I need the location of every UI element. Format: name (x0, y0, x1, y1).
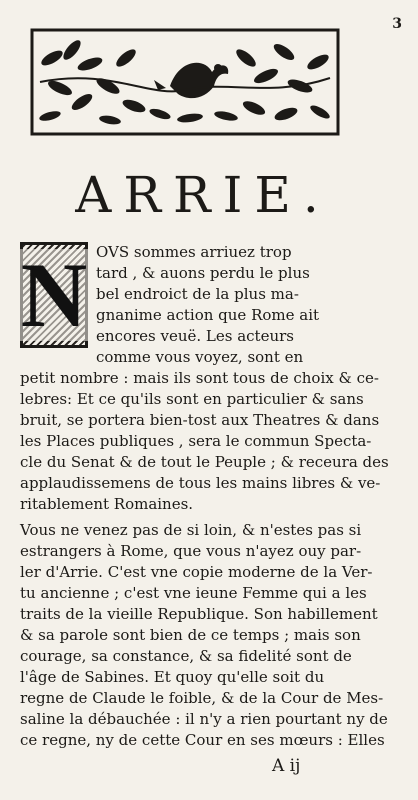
signature-mark: A ij (272, 756, 301, 776)
text-line: courage, sa constance, & sa fidelité sont de (20, 647, 352, 665)
text-line: cle du Senat & de tout le Peuple ; & receura des (20, 453, 389, 471)
text-line: regne de Claude le foible, & de la Cour de Mes- (20, 689, 384, 707)
text-line: estrangers à Rome, que vous n'ayez ouy par- (20, 542, 362, 560)
text-line: applaudissemens de tous les mains libres & ve- (20, 474, 381, 492)
text-line: tard , & auons perdu le plus (96, 264, 310, 282)
text-line: l'âge de Sabines. Et quoy qu'elle soit du (20, 668, 325, 686)
text-line: traits de la vieille Republique. Son habillement (20, 605, 378, 623)
text-line: bel endroict de la plus ma- (96, 285, 299, 303)
text-line: OVS sommes arriuez trop (96, 243, 292, 261)
text-line: les Places publiques , sera le commun Specta- (20, 432, 372, 450)
text-line: & sa parole sont bien de ce temps ; mais son (20, 626, 361, 644)
text-line: ce regne, ny de cette Cour en ses mœurs : Elles (20, 731, 385, 749)
text-line: ler d'Arrie. C'est vne copie moderne de la Ver- (20, 563, 373, 581)
text-line: petit nombre : mais ils sont tous de choix & ce- (20, 369, 379, 387)
drop-cap (20, 242, 88, 348)
drop-cap-letter: N (20, 244, 88, 346)
page-number: 3 (392, 16, 402, 32)
chapter-title: ARRIE. (75, 166, 331, 224)
text-line: lebres: Et ce qu'ils sont en particulier & sans (20, 390, 364, 408)
text-line: tu ancienne ; c'est vne ieune Femme qui a les (20, 584, 367, 602)
text-line: ritablement Romaines. (20, 495, 194, 513)
text-line: encores veuë. Les acteurs (96, 327, 294, 345)
text-line: bruit, se portera bien-tost aux Theatres & dans (20, 411, 380, 429)
text-line: comme vous voyez, sont en (96, 348, 304, 366)
text-line: gnanime action que Rome ait (96, 306, 320, 324)
headpiece-ornament (30, 28, 340, 136)
text-line: Vous ne venez pas de si loin, & n'estes pas si (20, 521, 362, 539)
text-line: saline la débauchée : il n'y a rien pourtant ny de (20, 710, 388, 728)
